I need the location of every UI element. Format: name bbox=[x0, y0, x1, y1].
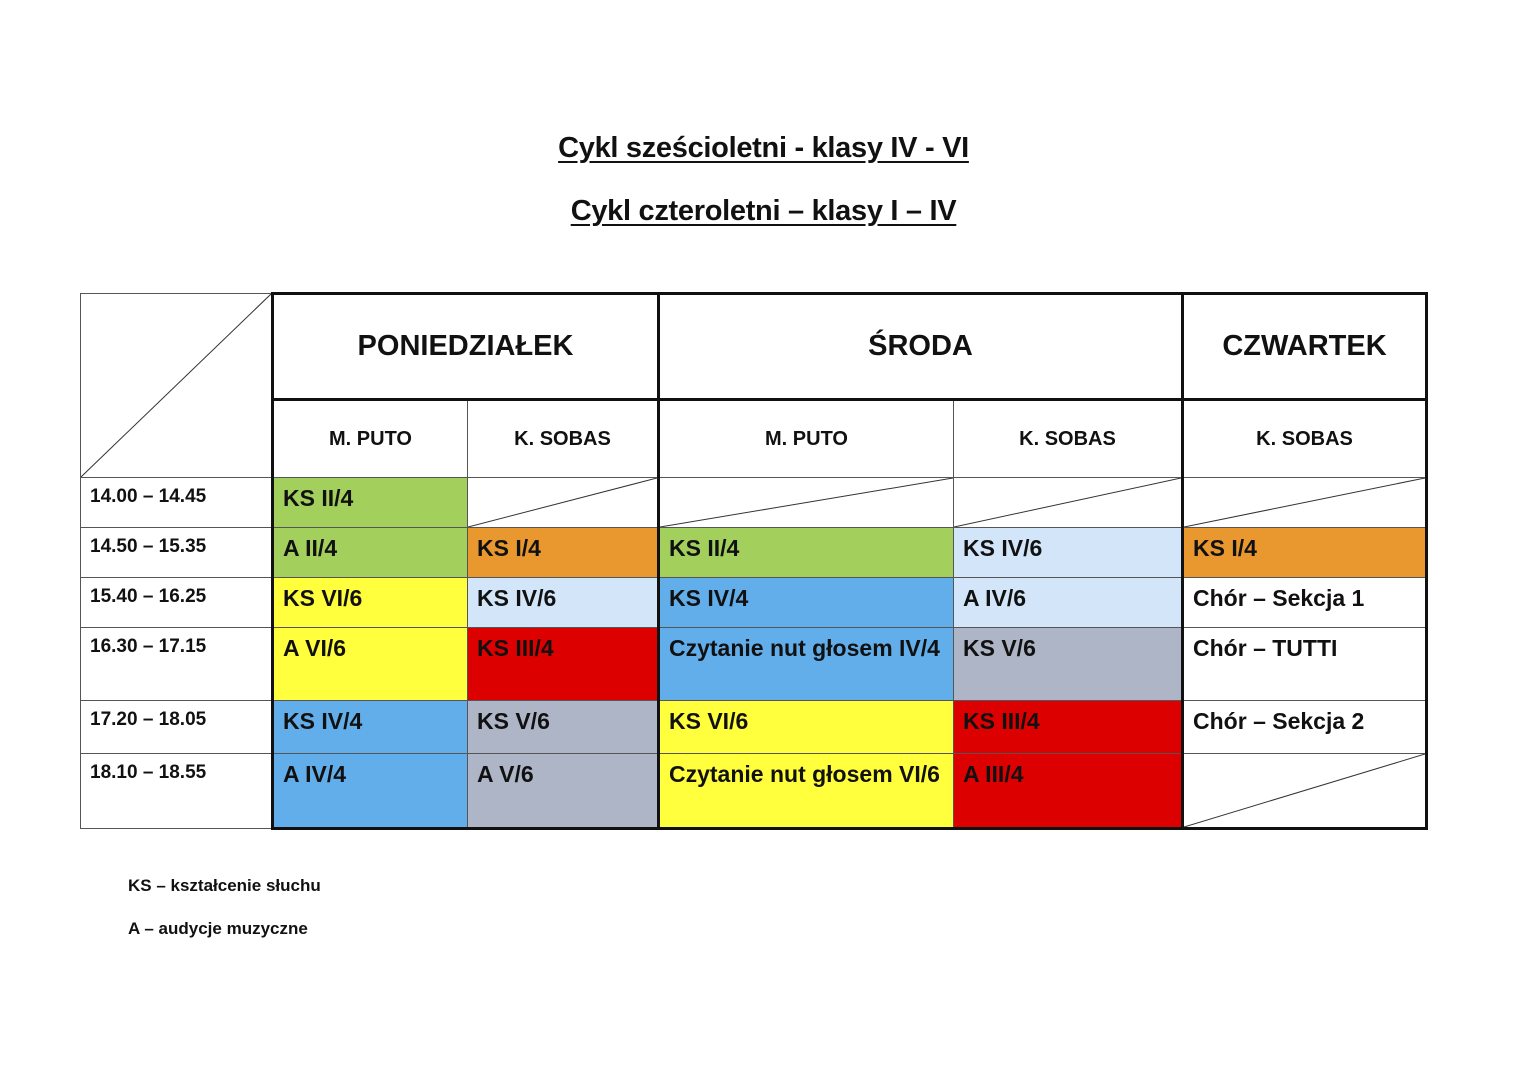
lesson-cell: KS I/4 bbox=[468, 528, 659, 578]
teacher-header: M. PUTO bbox=[273, 400, 468, 478]
teacher-header: K. SOBAS bbox=[468, 400, 659, 478]
lesson-cell: A VI/6 bbox=[273, 628, 468, 701]
lesson-cell: KS IV/4 bbox=[273, 701, 468, 754]
legend-ks: KS – kształcenie słuchu bbox=[128, 876, 321, 895]
lesson-cell: KS IV/6 bbox=[954, 528, 1183, 578]
diagonal-line-icon bbox=[660, 478, 953, 527]
time-slot: 14.00 – 14.45 bbox=[81, 478, 273, 528]
schedule-row bbox=[81, 701, 1427, 754]
lesson-cell: KS III/4 bbox=[954, 701, 1183, 754]
diagonal-line-icon bbox=[1184, 754, 1425, 827]
lesson-cell: Chór – Sekcja 2 bbox=[1183, 701, 1427, 754]
lesson-cell: KS I/4 bbox=[1183, 528, 1427, 578]
lesson-cell: Chór – TUTTI bbox=[1183, 628, 1427, 701]
teacher-header: M. PUTO bbox=[659, 400, 954, 478]
lesson-cell: KS III/4 bbox=[468, 628, 659, 701]
empty-cell bbox=[1183, 478, 1427, 528]
lesson-cell: Czytanie nut głosem IV/4 bbox=[659, 628, 954, 701]
empty-cell bbox=[468, 478, 659, 528]
lesson-cell: Chór – Sekcja 1 bbox=[1183, 578, 1427, 628]
time-slot: 14.50 – 15.35 bbox=[81, 528, 273, 578]
lesson-cell: KS IV/4 bbox=[659, 578, 954, 628]
diagonal-line-icon bbox=[954, 478, 1181, 527]
lesson-cell: KS V/6 bbox=[954, 628, 1183, 701]
title-line-2: Cykl czteroletni – klasy I – IV bbox=[570, 195, 957, 227]
lesson-cell: KS VI/6 bbox=[273, 578, 468, 628]
empty-cell bbox=[1183, 754, 1427, 829]
teacher-header: K. SOBAS bbox=[954, 400, 1183, 478]
lesson-cell: KS V/6 bbox=[468, 701, 659, 754]
schedule-row bbox=[81, 754, 1427, 829]
lesson-cell: KS II/4 bbox=[273, 478, 468, 528]
time-slot: 16.30 – 17.15 bbox=[81, 628, 273, 701]
corner-diagonal-cell bbox=[81, 294, 273, 478]
lesson-cell: KS VI/6 bbox=[659, 701, 954, 754]
teacher-header: K. SOBAS bbox=[1183, 400, 1427, 478]
schedule-row bbox=[81, 628, 1427, 701]
time-slot: 15.40 – 16.25 bbox=[81, 578, 273, 628]
diagonal-line-icon bbox=[81, 294, 271, 477]
lesson-cell: A V/6 bbox=[468, 754, 659, 829]
time-slot: 17.20 – 18.05 bbox=[81, 701, 273, 754]
lesson-cell: KS IV/6 bbox=[468, 578, 659, 628]
schedule-row bbox=[81, 578, 1427, 628]
lesson-cell: A III/4 bbox=[954, 754, 1183, 829]
timetable bbox=[80, 292, 1428, 830]
day-header-monday: PONIEDZIAŁEK bbox=[273, 294, 659, 400]
empty-cell bbox=[954, 478, 1183, 528]
day-header-thursday: CZWARTEK bbox=[1183, 294, 1427, 400]
diagonal-line-icon bbox=[1184, 478, 1425, 527]
lesson-cell: Czytanie nut głosem VI/6 bbox=[659, 754, 954, 829]
schedule-row bbox=[81, 528, 1427, 578]
legend-a: A – audycje muzyczne bbox=[128, 919, 308, 938]
lesson-cell: A IV/6 bbox=[954, 578, 1183, 628]
title-line-1: Cykl sześcioletni - klasy IV - VI bbox=[558, 132, 969, 164]
lesson-cell: A IV/4 bbox=[273, 754, 468, 829]
schedule-row bbox=[81, 478, 1427, 528]
lesson-cell: A II/4 bbox=[273, 528, 468, 578]
time-slot: 18.10 – 18.55 bbox=[81, 754, 273, 829]
day-header-wednesday: ŚRODA bbox=[659, 294, 1183, 400]
diagonal-line-icon bbox=[468, 478, 657, 527]
empty-cell bbox=[659, 478, 954, 528]
lesson-cell: KS II/4 bbox=[659, 528, 954, 578]
